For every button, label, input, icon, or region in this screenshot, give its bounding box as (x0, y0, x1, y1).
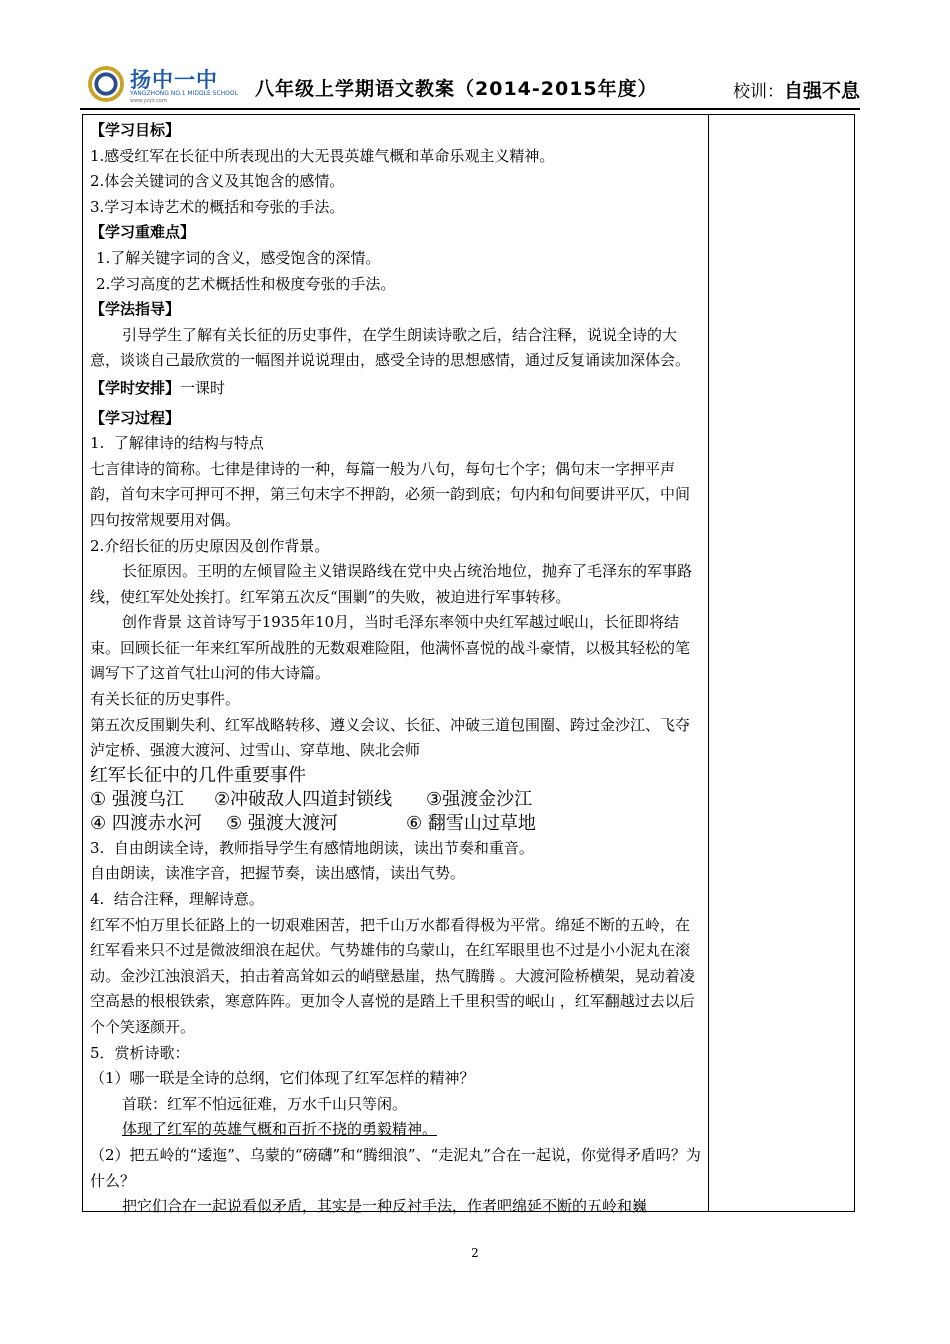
time-text: 一课时 (180, 378, 226, 397)
events-text: 第五次反围剿失利、红军战略转移、遵义会议、长征、冲破三道包围圈、跨过金沙江、飞夺泸定桥、强渡大渡河、过雪山、穿草地、陕北会师 (90, 715, 691, 760)
process-step-2-title: 2.介绍长征的历史原因及创作背景。 (90, 536, 330, 555)
key-events-row (90, 788, 704, 812)
process-step-5-title: 5．赏析诗歌： (90, 1043, 190, 1062)
key-event: ⑤ 强渡大渡河 (226, 812, 338, 834)
process-step-4-text: 红军不怕万里长征路上的一切艰难困苦，把千山万水都看得极为平常。绵延不断的五岭，在红军看来只不过是微波细浪在起伏。气势雄伟的乌蒙山，在红军眼里也不过是小小泥丸在滚动。金沙江浊浪滔天，拍击着高耸如云的峭壁悬崖，热气腾腾 。大渡河险桥横架，晃动着凌空高悬的根根铁索，寒意阵阵。更加令人喜悦的是踏上千里积雪的岷山 ，红军翻越过去以后个个笑逐颜开。 (90, 915, 695, 1036)
process-title: 【学习过程】 (90, 408, 181, 427)
process-step-3-text: 自由朗读，读准字音，把握节奏，读出感情，读出气势。 (90, 864, 466, 883)
time-title: 【学时安排】 (90, 378, 181, 397)
process-step-1-text: 七言律诗的简称。七律是律诗的一种，每篇一般为八句，每句七个字；偶句末一字押平声韵，首句末字可押可不押，第三句末字不押韵，必须一韵到底；句内和句间要讲平仄，中间四句按常规要用对偶。 (90, 459, 691, 529)
key-event: ②冲破敌人四道封锁线 (214, 788, 393, 810)
longmarch-reason: 长征原因。王明的左倾冒险主义错误路线在党中央占统治地位，抛弃了毛泽东的军事路线，使红军处处挨打。红军第五次反“围剿”的失败，被迫进行军事转移。 (90, 562, 693, 606)
logo-url: www.yzyz.com (130, 98, 167, 104)
key-event: ① 强渡乌江 (90, 788, 184, 810)
notes-column-divider (708, 114, 709, 1212)
process-step-3-title: 3. 自由朗读全诗，教师指导学生有感情地朗读，读出节奏和重音。 (90, 838, 534, 857)
school-logo (88, 64, 238, 108)
process-step-4-title: 4. 结合注释，理解诗意。 (90, 890, 264, 909)
key-event: ⑥ 翻雪山过草地 (406, 812, 536, 834)
question-1-answer-2 (90, 1117, 704, 1143)
underlined-answer: 体现了红军的英雄气概和百折不挠的勇毅精神。 (122, 1120, 438, 1139)
header-rule (80, 108, 860, 110)
school-seal-icon (88, 66, 124, 102)
page-number: 2 (471, 1246, 479, 1260)
goals-title: 【学习目标】 (90, 121, 181, 139)
lesson-content (90, 118, 704, 1220)
motto-text: 自强不息 (783, 80, 860, 102)
logo-name: 扬中一中 (130, 68, 218, 92)
method-text: 引导学生了解有关长征的历史事件，在学生朗读诗歌之后，结合注释，说说全诗的大意，谈谈自己最欣赏的一幅图并说说理由，感受全诗的思想感情，通过反复诵读加深体会。 (90, 325, 691, 370)
key-events-row (90, 812, 704, 836)
question-1: （1）哪一联是全诗的总纲，它们体现了红军怎样的精神？ (90, 1069, 475, 1088)
motto-label: 校训： (732, 82, 784, 102)
goal-item: 1.感受红军在长征中所表现出的大无畏英雄气概和革命乐观主义精神。 (90, 146, 555, 165)
key-point-item: 1.了解关键字词的含义，感受饱含的深情。 (96, 248, 381, 267)
question-2-answer: 把它们合在一起说看似矛盾，其实是一种反衬手法，作者吧绵延不断的五岭和巍 (122, 1197, 648, 1216)
question-2: （2）把五岭的“逶迤”、乌蒙的“磅礴”和“腾细浪”、“走泥丸”合在一起说，你觉得矛盾吗？为什么？ (90, 1145, 701, 1190)
events-title: 有关长征的历史事件。 (90, 690, 241, 709)
method-title: 【学法指导】 (90, 300, 181, 319)
school-motto (733, 76, 860, 103)
page-header (80, 60, 860, 112)
process-step-1-title: 1. 了解律诗的结构与特点 (90, 434, 264, 453)
key-events-title: 红军长征中的几件重要事件 (90, 764, 306, 786)
key-point-item: 2.学习高度的艺术概括性和极度夸张的手法。 (96, 274, 396, 293)
key-event: ④ 四渡赤水河 (90, 812, 202, 834)
key-event: ③强渡金沙江 (426, 788, 533, 810)
creation-background: 创作背景 这首诗写于1935年10月，当时毛泽东率领中央红军越过岷山，长征即将结束。回顾长征一年来红军所战胜的无数艰难险阻，他满怀喜悦的战斗豪情，以极其轻松的笔调写下了这首气壮山河的伟大诗篇。 (90, 613, 691, 683)
goal-item: 3.学习本诗艺术的概括和夸张的手法。 (90, 197, 345, 216)
logo-subtitle: YANGZHONG NO.1 MIDDLE SCHOOL (130, 90, 238, 97)
time-row (90, 376, 704, 402)
document-title: 八年级上学期语文教案（2014-2015年度） (255, 78, 658, 100)
key-points-title: 【学习重难点】 (90, 223, 196, 242)
goal-item: 2.体会关键词的含义及其饱含的感情。 (90, 172, 345, 191)
question-1-answer-1: 首联：红军不怕远征难，万水千山只等闲。 (122, 1094, 408, 1113)
